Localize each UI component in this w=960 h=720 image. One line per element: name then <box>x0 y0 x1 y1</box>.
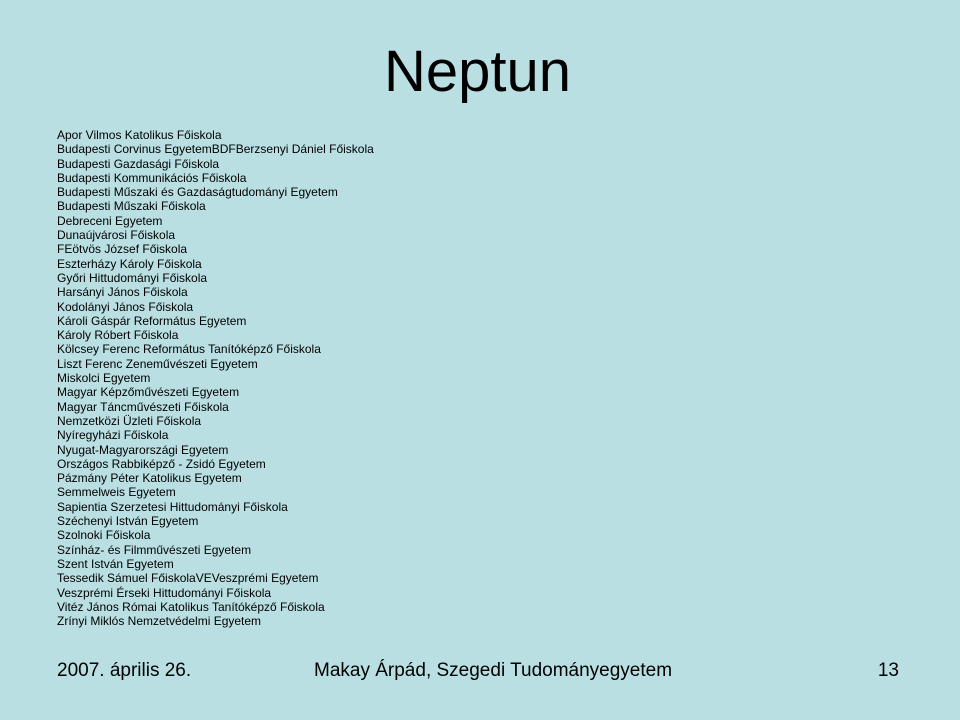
list-item: Tessedik Sámuel FőiskolaVEVeszprémi Egyetem <box>57 571 319 586</box>
list-item: Magyar Táncművészeti Főiskola <box>57 399 229 414</box>
list-item: Pázmány Péter Katolikus Egyetem <box>57 471 242 486</box>
list-item: Budapesti Műszaki Főiskola <box>57 199 206 214</box>
list-item: Széchenyi István Egyetem <box>57 514 199 529</box>
list-item: Liszt Ferenc Zeneművészeti Egyetem <box>57 356 258 371</box>
list-item: Győri Hittudományi Főiskola <box>57 270 208 285</box>
list-item: Budapesti Kommunikációs Főiskola <box>57 170 247 185</box>
list-item: Budapesti Gazdasági Főiskola <box>57 156 220 171</box>
page-number: 13 <box>877 660 899 681</box>
slide-title: Neptun <box>384 39 572 104</box>
list-item: Budapesti Corvinus EgyetemBDFBerzsenyi Dániel Főiskola <box>57 142 374 157</box>
list-item: Zrínyi Miklós Nemzetvédelmi Egyetem <box>57 614 262 629</box>
list-item: FEötvös József Főiskola <box>57 242 188 257</box>
list-item: Színház- és Filmművészeti Egyetem <box>57 542 252 557</box>
list-item: Eszterházy Károly Főiskola <box>57 256 202 271</box>
list-item: Kodolányi János Főiskola <box>57 299 194 314</box>
list-item: Nemzetközi Üzleti Főiskola <box>57 413 202 428</box>
list-item: Vitéz János Római Katolikus Tanítóképző Főiskola <box>57 599 325 614</box>
list-item: Nyíregyházi Főiskola <box>57 428 169 443</box>
list-item: Kölcsey Ferenc Református Tanítóképző Főiskola <box>57 342 321 357</box>
list-item: Veszprémi Érseki Hittudományi Főiskola <box>57 585 272 600</box>
footer-date: 2007. április 26. <box>57 660 192 681</box>
list-item: Dunaújvárosi Főiskola <box>57 228 176 243</box>
list-item: Semmelweis Egyetem <box>57 485 176 500</box>
list-item: Nyugat-Magyarországi Egyetem <box>57 442 229 457</box>
list-item: Magyar Képzőművészeti Egyetem <box>57 385 240 400</box>
list-item: Szent István Egyetem <box>57 556 174 571</box>
list-item: Országos Rabbiképző - Zsidó Egyetem <box>57 456 266 471</box>
list-item: Harsányi János Főiskola <box>57 285 188 300</box>
list-item: Budapesti Műszaki és Gazdaságtudományi Egyetem <box>57 185 338 200</box>
footer-author: Makay Árpád, Szegedi Tudományegyetem <box>314 660 673 681</box>
list-item: Károli Gáspár Református Egyetem <box>57 313 247 328</box>
list-item: Szolnoki Főiskola <box>57 528 151 543</box>
list-item: Apor Vilmos Katolikus Főiskola <box>57 128 222 142</box>
list-item: Miskolci Egyetem <box>57 371 151 386</box>
list-item: Sapientia Szerzetesi Hittudományi Főiskola <box>57 499 288 514</box>
list-item: Debreceni Egyetem <box>57 213 163 228</box>
list-item: Károly Róbert Főiskola <box>57 328 179 343</box>
institution-list <box>57 128 374 628</box>
